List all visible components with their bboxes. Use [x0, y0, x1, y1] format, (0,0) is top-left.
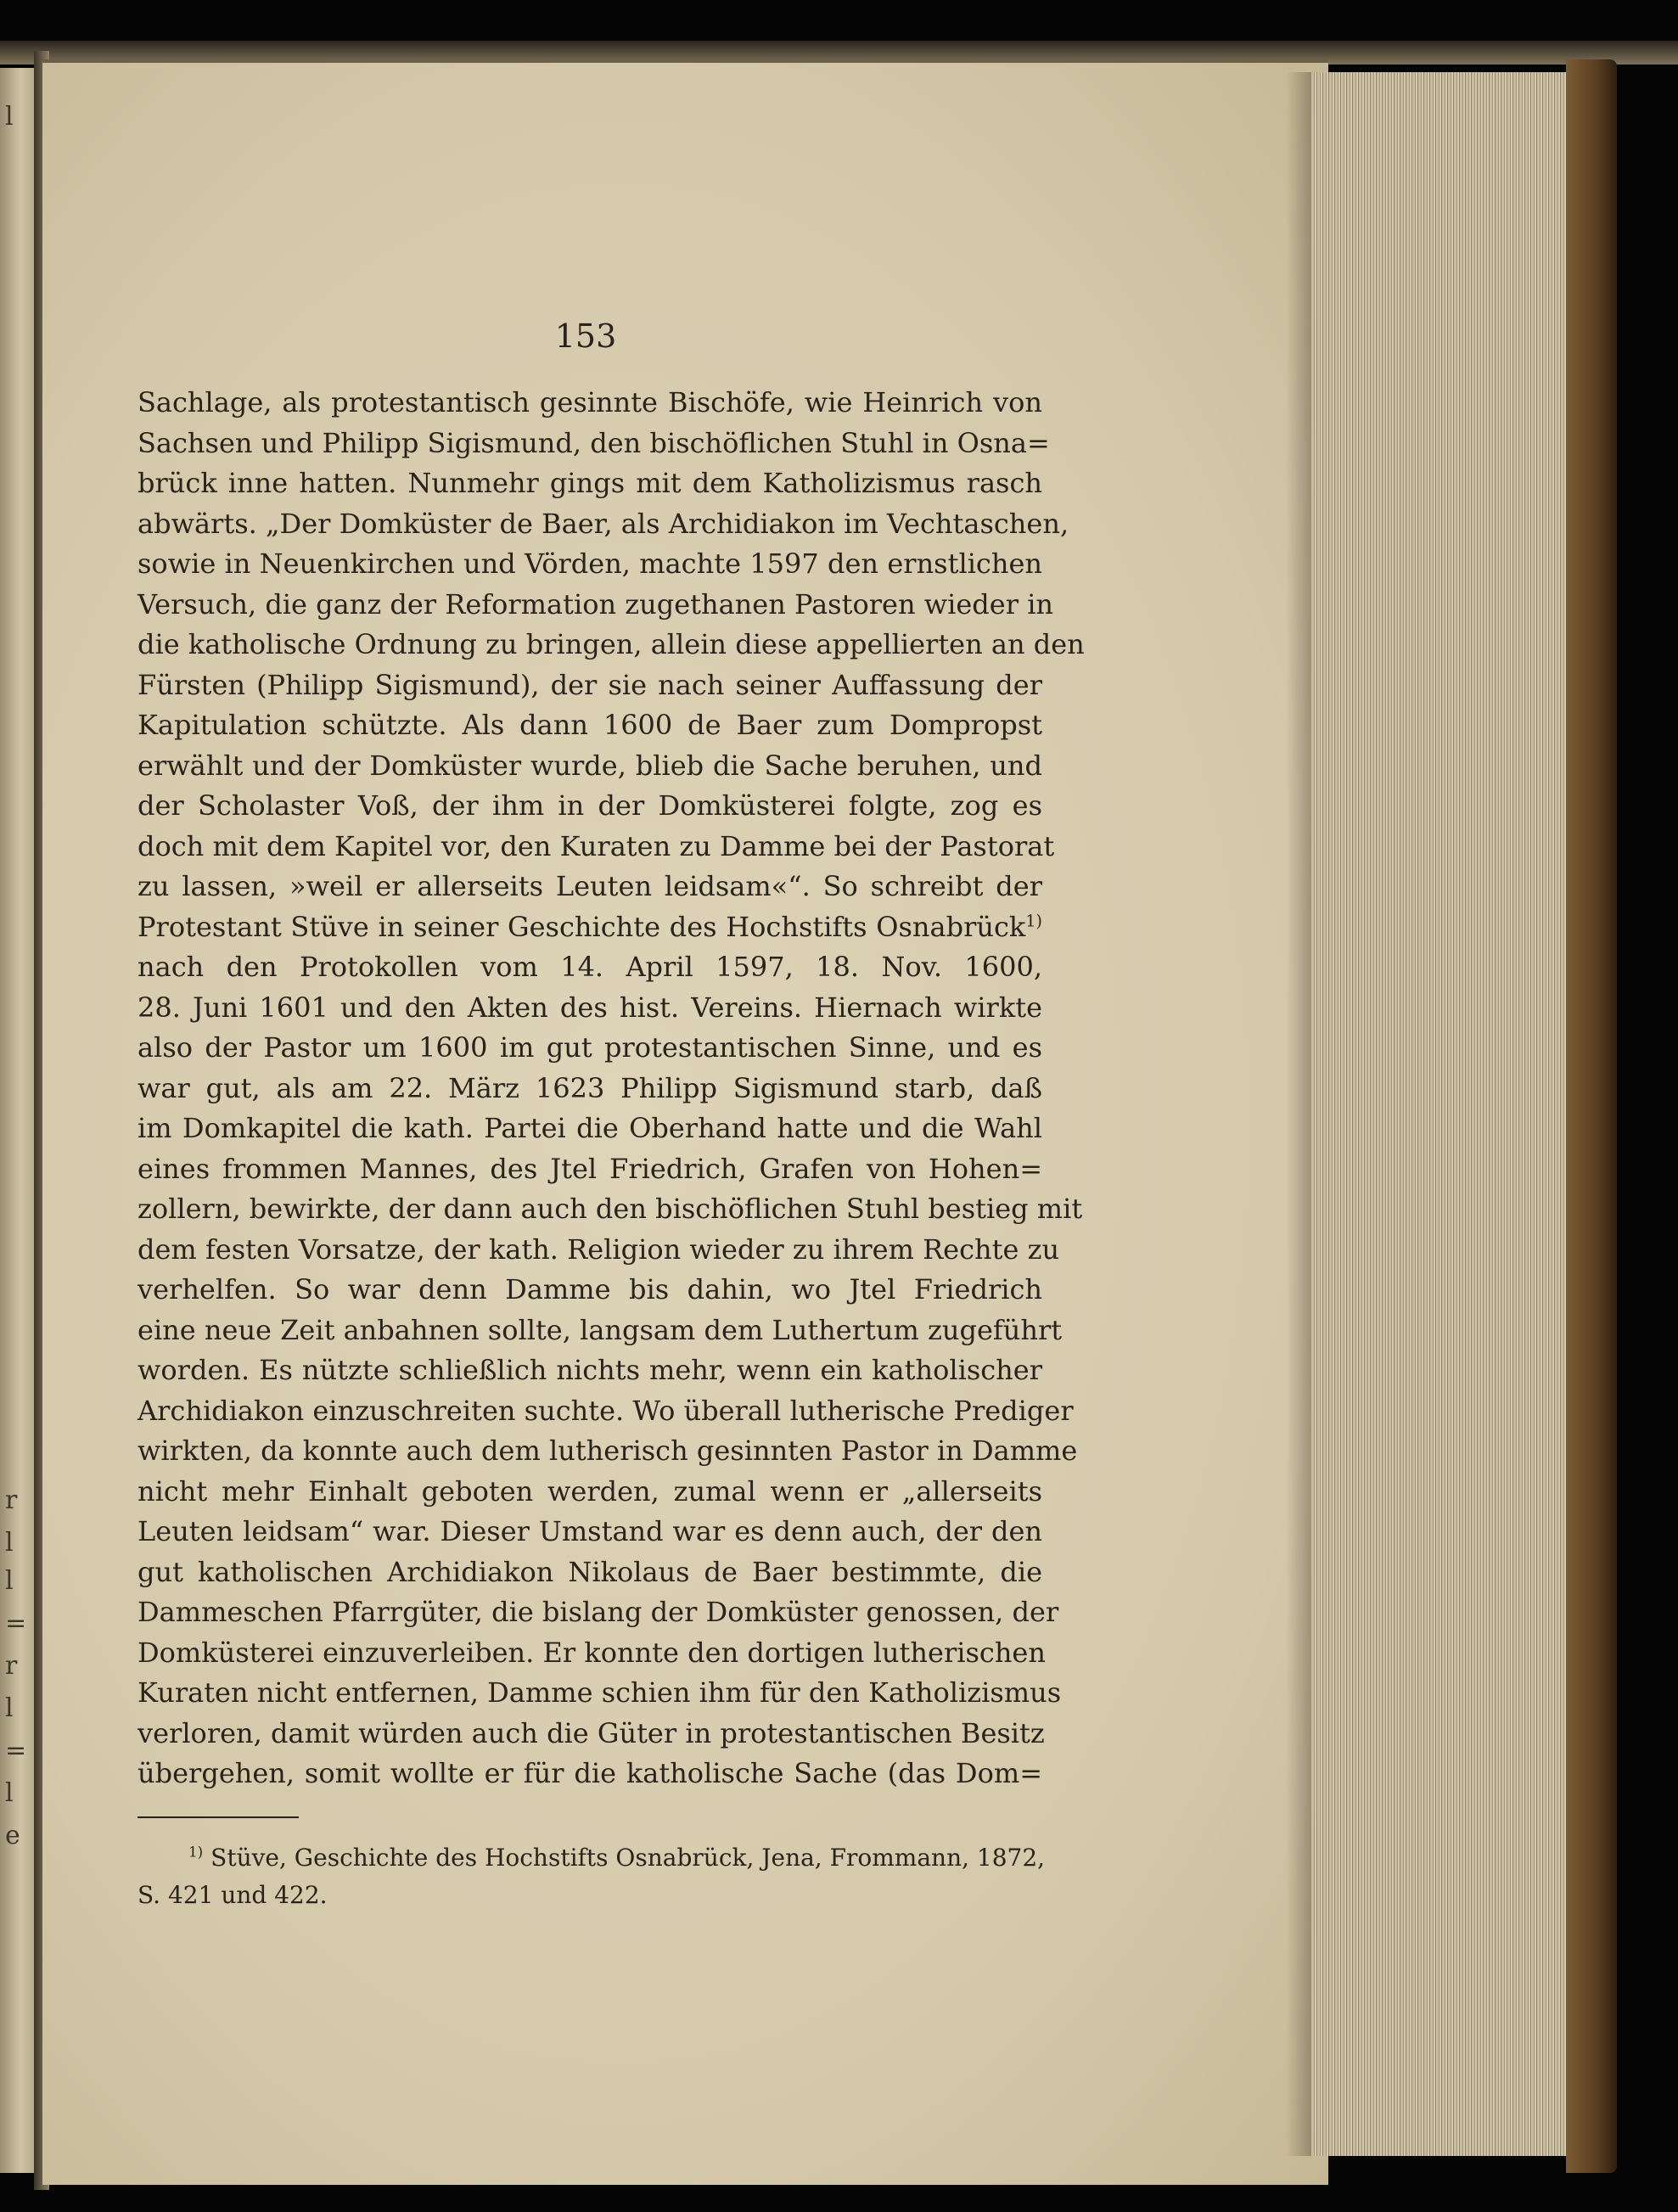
- footnotes: [137, 1839, 1046, 1914]
- text-line: Domküsterei einzuverleiben. Er konnte den dortigen lutherischen: [137, 1636, 1046, 1669]
- text-line: eine neue Zeit anbahnen sollte, langsam dem Luthertum zugeführt: [137, 1313, 1063, 1346]
- text-line: verhelfen. So war denn Damme bis dahin, wo Jtel Friedrich: [137, 1273, 1042, 1305]
- margin-glyph: r: [5, 1485, 18, 1515]
- text-line: worden. Es nützte schließlich nichts mehr, wenn ein katholischer: [137, 1354, 1042, 1386]
- text-line: der Scholaster Voß, der ihm in der Domküsterei folgte, zog es: [137, 789, 1042, 822]
- text-line: [137, 907, 1042, 948]
- text-line: im Domkapitel die kath. Partei die Oberhand hatte und die Wahl: [137, 1112, 1042, 1144]
- text-line: Leuten leidsam“ war. Dieser Umstand war es denn auch, der den: [137, 1515, 1042, 1547]
- text-line: Fürsten (Philipp Sigismund), der sie nach seiner Auffassung der: [137, 668, 1042, 701]
- text-line: verloren, damit würden auch die Güter in protestantischen Besitz: [137, 1716, 1045, 1749]
- text-line: dem festen Vorsatze, der kath. Religion wieder zu ihrem Rechte zu: [137, 1232, 1060, 1266]
- text-line: 28. Juni 1601 und den Akten des hist. Vereins. Hiernach wirkte: [137, 991, 1042, 1024]
- body-text: [137, 383, 1085, 1794]
- text-line: Dammeschen Pfarrgüter, die bislang der Domküster genossen, der: [137, 1596, 1059, 1628]
- footnote-reference: 1): [1025, 910, 1042, 930]
- footnote-text: Stüve, Geschichte des Hochstifts Osnabrück, Jena, Frommann, 1872,: [210, 1844, 1046, 1872]
- text-line: Archidiakon einzuschreiten suchte. Wo überall lutherische Prediger: [137, 1394, 1074, 1427]
- text-line: gut katholischen Archidiakon Nikolaus de Baer bestimmte, die: [137, 1555, 1042, 1588]
- text-line: abwärts. „Der Domküster de Baer, als Archidiakon im Vechtaschen,: [137, 507, 1069, 540]
- text-line: also der Pastor um 1600 im gut protestantischen Sinne, und es: [137, 1031, 1042, 1064]
- text-line: Versuch, die ganz der Reformation zugethanen Pastoren wieder in: [137, 587, 1054, 620]
- text-line: erwählt und der Domküster wurde, blieb die Sache beruhen, und: [137, 749, 1042, 782]
- text-line: brück inne hatten. Nunmehr gings mit dem Katholizismus rasch: [137, 467, 1042, 499]
- margin-glyph: l: [5, 102, 14, 132]
- page-number: 153: [554, 317, 617, 355]
- text-line: war gut, als am 22. März 1623 Philipp Sigismund starb, daß: [137, 1071, 1042, 1104]
- margin-glyph: =: [5, 1736, 27, 1766]
- text-line: zu lassen, »weil er allerseits Leuten leidsam«“. So schreibt der: [137, 870, 1042, 902]
- text-line: zollern, bewirkte, der dann auch den bischöflichen Stuhl bestieg mit: [137, 1193, 1083, 1225]
- text-line: nicht mehr Einhalt geboten werden, zumal wenn er „allerseits: [137, 1474, 1042, 1507]
- text-line: Sachsen und Philipp Sigismund, den bischöflichen Stuhl in Osna=: [137, 426, 1050, 459]
- text-line: Sachlage, als protestantisch gesinnte Bischöfe, wie Heinrich von: [137, 386, 1042, 418]
- footnote-marker: 1): [188, 1843, 204, 1861]
- page-stack-edges: [1311, 72, 1566, 2156]
- footnote-line: S. 421 und 422.: [137, 1881, 328, 1909]
- text-line: wirkten, da konnte auch dem lutherisch gesinnten Pastor in Damme: [137, 1434, 1078, 1467]
- text-line-content: Protestant Stüve in seiner Geschichte des Hochstifts Osnabrück: [137, 910, 1026, 943]
- text-line: die katholische Ordnung zu bringen, allein diese appellierten an den: [137, 628, 1085, 660]
- facing-page-edge: [0, 68, 36, 2173]
- book-cover-edge: [1566, 59, 1617, 2173]
- text-line: doch mit dem Kapitel vor, den Kuraten zu Damme bei der Pastorat: [137, 829, 1055, 862]
- footnote-line: [137, 1839, 1046, 1877]
- margin-glyph: r: [5, 1651, 18, 1681]
- text-line: sowie in Neuenkirchen und Vörden, machte 1597 den ernstlichen: [137, 547, 1042, 580]
- text-line: nach den Protokollen vom 14. April 1597, 18. Nov. 1600,: [137, 951, 1042, 983]
- text-line: Kapitulation schützte. Als dann 1600 de Baer zum Dompropst: [137, 709, 1042, 741]
- text-line: Kuraten nicht entfernen, Damme schien ihm für den Katholizismus: [137, 1676, 1062, 1709]
- margin-glyph: =: [5, 1608, 27, 1638]
- margin-glyph: l: [5, 1528, 14, 1558]
- margin-glyph: e: [5, 1821, 20, 1850]
- text-line: übergehen, somit wollte er für die katholische Sache (das Dom=: [137, 1757, 1042, 1789]
- text-line: eines frommen Mannes, des Jtel Friedrich, Grafen von Hohen=: [137, 1152, 1042, 1185]
- margin-glyph: l: [5, 1778, 14, 1808]
- margin-glyph: l: [5, 1566, 14, 1596]
- footnote-divider: [137, 1816, 299, 1818]
- margin-glyph: l: [5, 1693, 14, 1723]
- book-page: [42, 59, 1328, 2185]
